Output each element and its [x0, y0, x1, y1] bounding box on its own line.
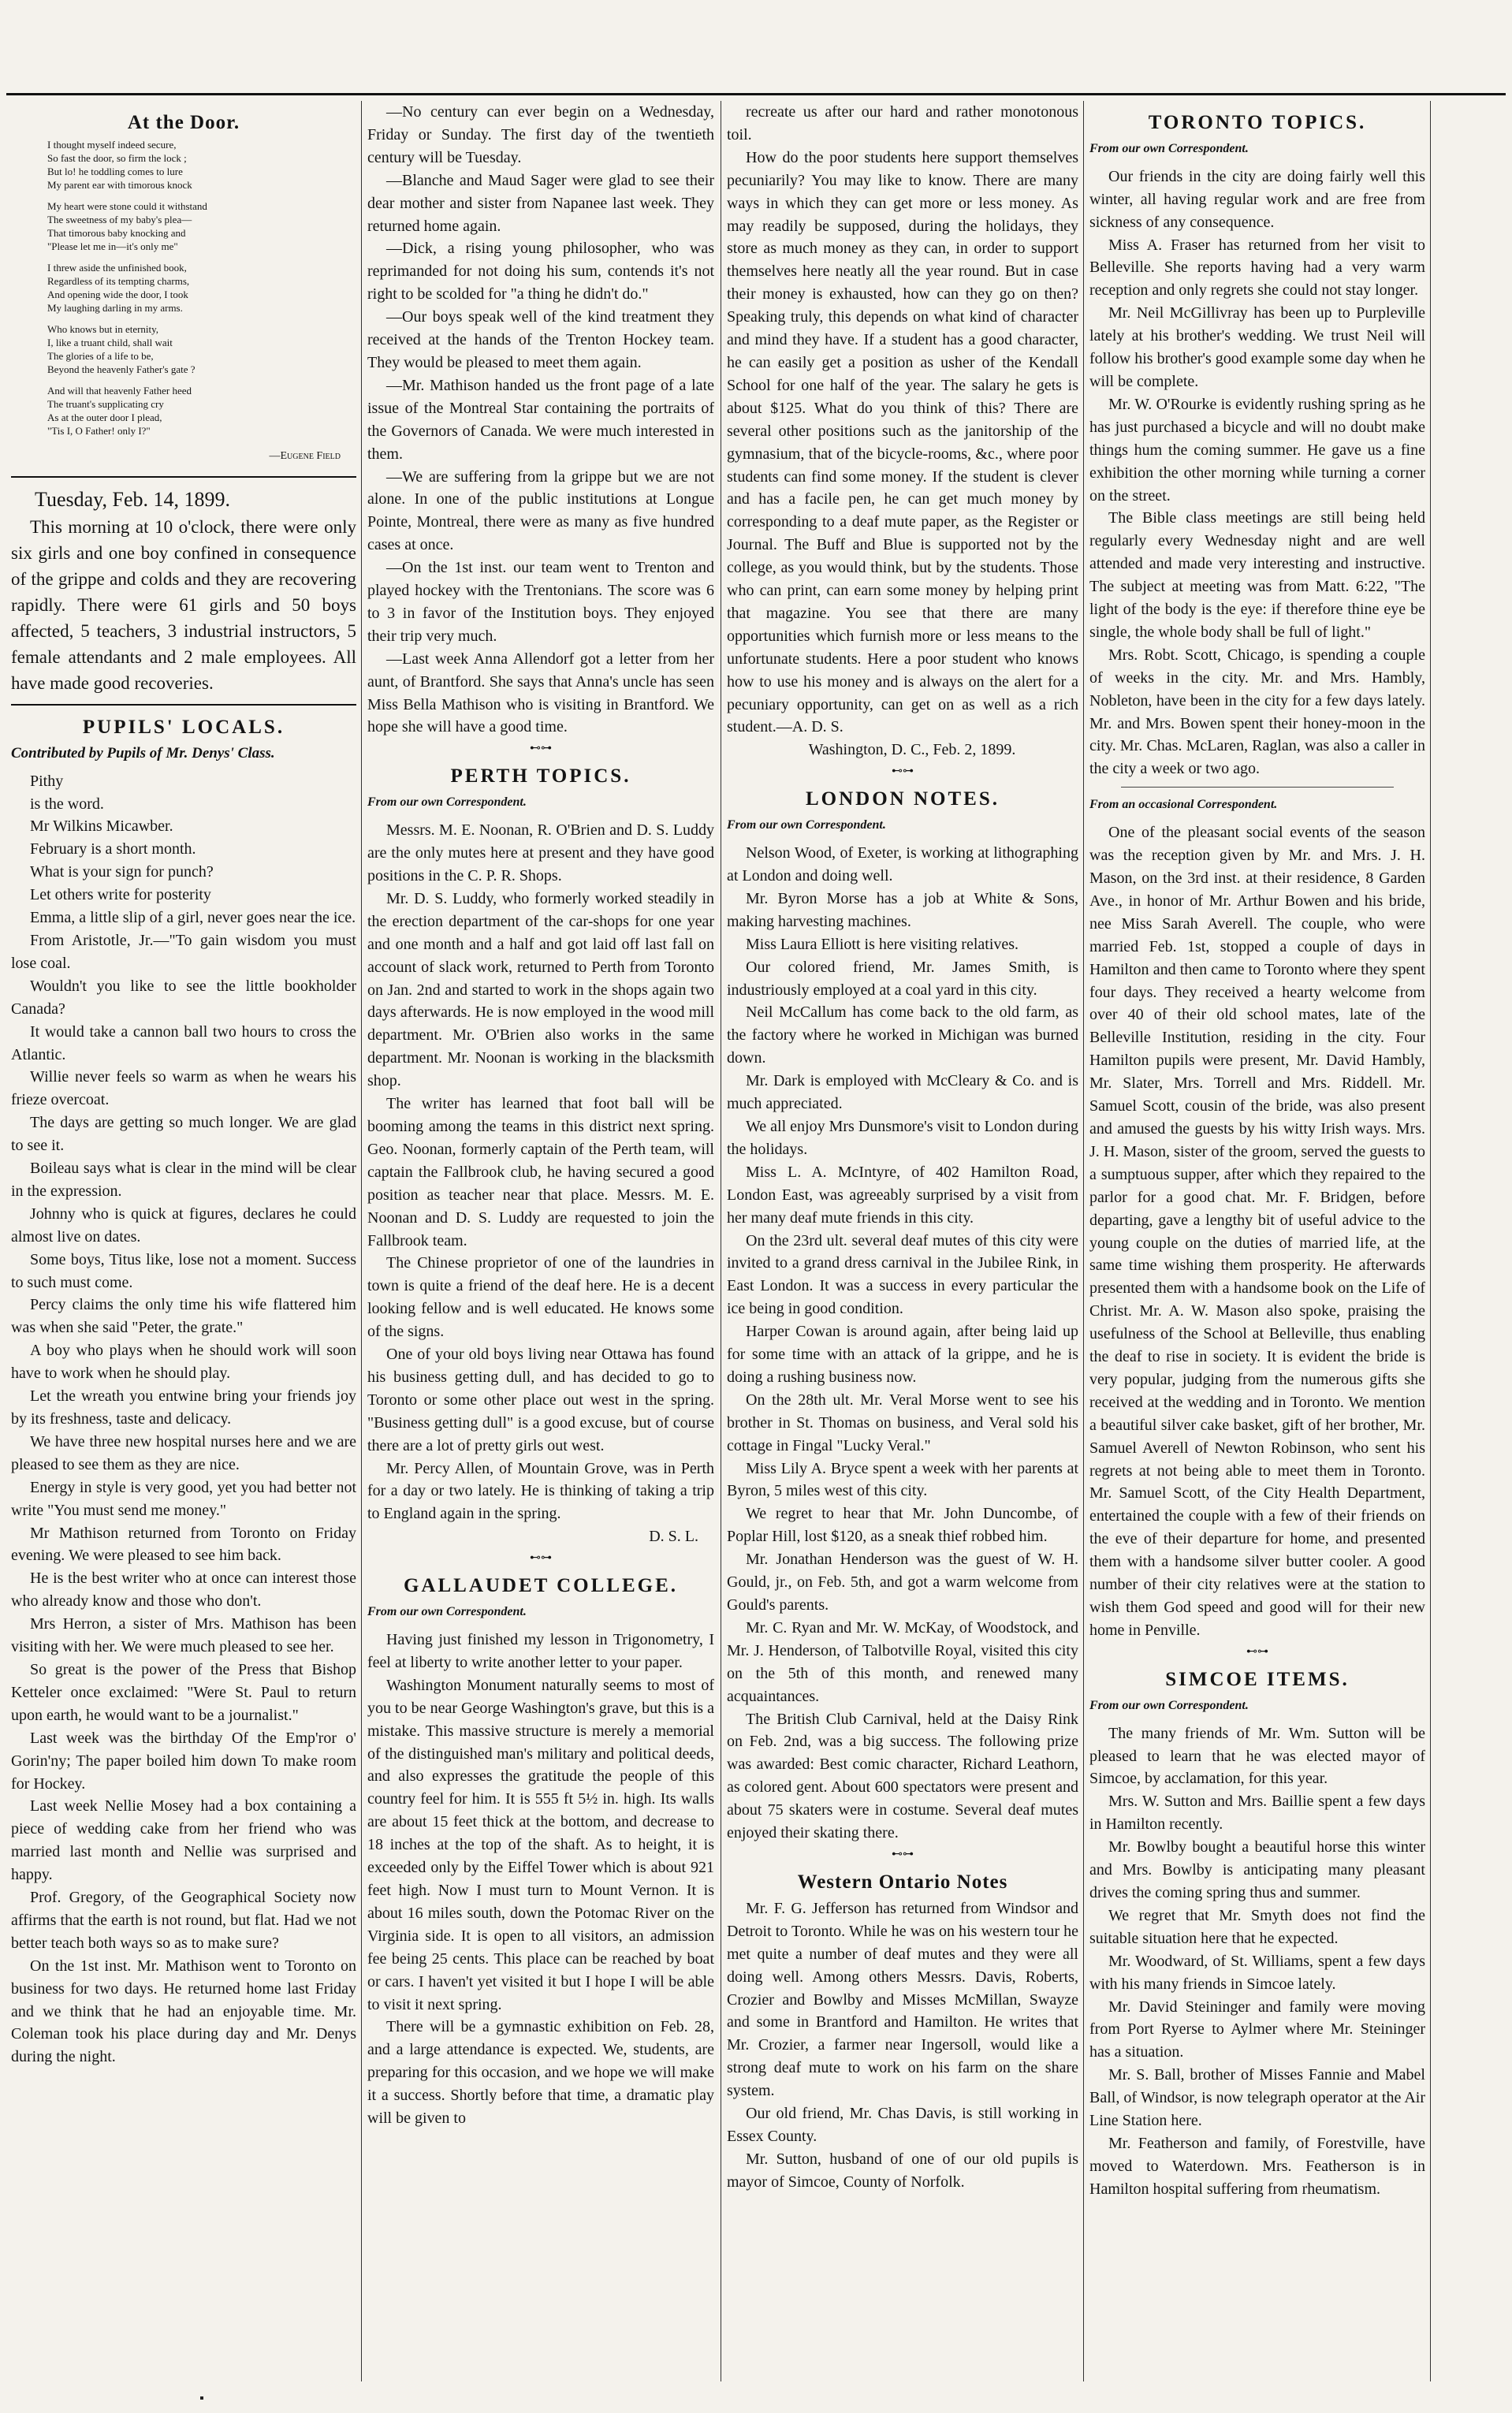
- simcoe-byline: From our own Correspondent.: [1089, 1698, 1249, 1712]
- poem-line: "Please let me in—it's only me": [47, 240, 178, 252]
- occasional-byline: From an occasional Correspondent.: [1089, 798, 1278, 812]
- poem-line: I thought myself indeed secure,: [47, 138, 177, 151]
- simcoe-paragraph: We regret that Mr. Smyth does not find the suitable situation here that he expected.: [1089, 1906, 1425, 1947]
- locals-title: PUPILS' LOCALS.: [82, 716, 285, 738]
- column-divider: [361, 101, 362, 2381]
- local-item: Willie never feels so warm as when he wears his frieze overcoat.: [11, 1068, 356, 1109]
- locals-list: [11, 770, 356, 2069]
- toronto-title: TORONTO TOPICS.: [1148, 112, 1367, 133]
- local-item: —Dick, a rising young philosopher, who was reprimanded for not doing his sum, contends it's not right to be scolded for "a thing he didn't do.": [367, 240, 714, 303]
- section-ornament: ⊷⊶: [1246, 1645, 1268, 1658]
- section-rule: [11, 704, 356, 706]
- local-item: It would take a cannon ball two hours to cross the Atlantic.: [11, 1022, 356, 1063]
- section-rule: [11, 476, 356, 478]
- poem-line: So fast the door, so firm the lock ;: [47, 151, 187, 164]
- london-paragraph: The British Club Carnival, held at the Daisy Rink on Feb. 2nd, was a big success. The following prize was awarded: Best comic character, Richard Leathorn, as colored gent. About 600 spectators were present and about 75 skaters were in costume. Several deaf mutes enjoyed their skating there.: [727, 1710, 1078, 1842]
- toronto-paragraph: Mrs. Robt. Scott, Chicago, is spending a couple of weeks in the city. Mr. and Mrs. Hambly, Nobleton, have been in the city for a few days lately. Mr. and Mrs. Bowen spent their honey-moon in the city. Mr. Chas. McLaren, Raglan, was also a caller in the city a week or two ago.: [1089, 646, 1425, 778]
- occasional-article: [1089, 821, 1425, 1642]
- column-divider: [1083, 101, 1084, 2381]
- local-item: Emma, a little slip of a girl, never goes near the ice.: [30, 909, 356, 927]
- toronto-paragraph: The Bible class meetings are still being held regularly every Wednesday night and are well attended and made very interesting and instructive. The subject at meeting was from Matt. 6:22, "The light of the body is the eye: if therefore thine eye be single, the whole body shall be full of light.": [1089, 509, 1425, 641]
- london-paragraph: Miss Laura Elliott is here visiting relatives.: [746, 935, 1019, 953]
- local-item: He is the best writer who at once can interest those who already know and those who don't.: [11, 1570, 356, 1611]
- local-item: Energy in style is very good, yet you had better not write "You must send me money.": [11, 1478, 356, 1519]
- editorial-note: This morning at 10 o'clock, there were only six girls and one boy confined in consequence of the grippe and colds and they are recovering rapidly. There were 61 girls and 50 boys affected, 5 teachers, 3 industrial instructors, 5 female attendants and 2 male employees. All have made good recoveries.: [11, 516, 356, 693]
- toronto-paragraph: Mr. W. O'Rourke is evidently rushing spring as he has just purchased a bicycle and will no doubt make things hum the coming summer. He gave us a fine exhibition the other morning while turning a corner on the street.: [1089, 395, 1425, 505]
- local-item: is the word.: [30, 795, 104, 813]
- london-paragraph: Mr. Dark is employed with McCleary & Co. and is much appreciated.: [727, 1072, 1078, 1113]
- gallaudet-paragraph: recreate us after our hard and rather monotonous toil.: [727, 103, 1078, 143]
- toronto-paragraph: Miss A. Fraser has returned from her visit to Belleville. She reports having had a very warm reception and only regrets she could not stay longer.: [1089, 236, 1425, 300]
- simcoe-paragraph: The many friends of Mr. Wm. Sutton will be pleased to learn that he was elected mayor of Simcoe, by acclamation, for this year.: [1089, 1724, 1425, 1788]
- poem-line: Who knows but in eternity,: [47, 322, 159, 335]
- local-item: What is your sign for punch?: [30, 863, 214, 881]
- local-item: February is a short month.: [30, 840, 196, 858]
- poem-line: I threw aside the unfinished book,: [47, 261, 187, 274]
- local-item: Some boys, Titus like, lose not a moment. Success to such must come.: [11, 1250, 356, 1291]
- column-1: [11, 101, 356, 2381]
- local-item: Wouldn't you like to see the little bookholder Canada?: [11, 977, 356, 1018]
- stanza-break: [47, 315, 356, 322]
- western-paragraph: Mr. F. G. Jefferson has returned from Windsor and Detroit to Toronto. While he was on his western tour he met quite a number of deaf mutes and they were all doing well. Among others Messrs. Davis, Roberts, Crozier and Bowlby and Misses McMillan, Swayze and some in Brantford and Hamilton. He writes that Mr. Crozier, a farmer near Ingersoll, would like a strong deaf mute to work on his farm on the share system.: [727, 1899, 1078, 2100]
- perth-paragraph: The Chinese proprietor of one of the laundries in town is quite a friend of the deaf here. He is a decent looking fellow and is well educated. He knows some of the signs.: [367, 1254, 714, 1341]
- gallaudet-paragraph: There will be a gymnastic exhibition on Feb. 28, and a large attendance is expected. We, students, are preparing for this occasion, and we hope we will make it a success. Shortly before that time, a dramatic play will be given to: [367, 2018, 714, 2128]
- local-item: —We are suffering from la grippe but we are not alone. In one of the public institutions at Longue Pointe, Montreal, there were as many as five hundred cases at once.: [367, 467, 714, 554]
- masthead-rule: [6, 93, 1506, 95]
- toronto-article: [1089, 166, 1425, 780]
- london-paragraph: Mr. C. Ryan and Mr. W. McKay, of Woodstock, and Mr. J. Henderson, of Talbotville Royal, visited this city on the 5th of this month, and renewed many acquaintances.: [727, 1618, 1078, 1705]
- gallaudet-title: GALLAUDET COLLEGE.: [403, 1575, 679, 1597]
- print-speck: [200, 2396, 203, 2400]
- london-paragraph: We all enjoy Mrs Dunsmore's visit to London during the holidays.: [727, 1117, 1078, 1158]
- western-paragraph: Mr. Sutton, husband of one of our old pupils is mayor of Simcoe, County of Norfolk.: [727, 2150, 1078, 2191]
- london-article: [727, 842, 1078, 1845]
- gallaudet-continued: [727, 101, 1078, 739]
- local-item: —Blanche and Maud Sager were glad to see their dear mother and sister from Napanee last week. They returned home again.: [367, 171, 714, 235]
- section-rule: [1121, 787, 1394, 788]
- local-item: Pithy: [30, 772, 64, 790]
- london-paragraph: Mr. Byron Morse has a job at White & Sons, making harvesting machines.: [727, 889, 1078, 930]
- section-ornament: ⊷⊶: [530, 1552, 552, 1565]
- local-item: So great is the power of the Press that Bishop Ketteler once exclaimed: "Were St. Paul to return upon earth, he would want to be a journalist.": [11, 1660, 356, 1724]
- local-item: Mr Mathison returned from Toronto on Friday evening. We were pleased to see him back.: [11, 1524, 356, 1565]
- local-item: Let others write for posterity: [30, 886, 211, 904]
- local-item: —Our boys speak well of the kind treatment they received at the hands of the Trenton Hockey team. They would be pleased to meet them again.: [367, 308, 714, 371]
- toronto-paragraph: Our friends in the city are doing fairly well this winter, all having regular work and are free from sickness of any consequence.: [1089, 167, 1425, 231]
- poem-line: But lo! he toddling comes to lure: [47, 165, 183, 177]
- poem-line: The glories of a life to be,: [47, 349, 154, 362]
- column-3: [727, 101, 1078, 2381]
- london-paragraph: Neil McCallum has come back to the old farm, as the factory where he worked in Michigan was burned down.: [727, 1004, 1078, 1067]
- gallaudet-paragraph: Having just finished my lesson in Trigonometry, I feel at liberty to write another letter to your paper.: [367, 1631, 714, 1671]
- london-title: LONDON NOTES.: [806, 788, 1000, 810]
- simcoe-title: SIMCOE ITEMS.: [1165, 1668, 1350, 1690]
- poem: [47, 138, 356, 438]
- local-item: The days are getting so much longer. We are glad to see it.: [11, 1114, 356, 1155]
- poem-line: And opening wide the door, I took: [47, 288, 188, 300]
- local-item: —On the 1st inst. our team went to Trenton and played hockey with the Trentonians. The score was 6 to 3 in favor of the Institution boys. They enjoyed their trip very much.: [367, 559, 714, 645]
- london-paragraph: Harper Cowan is around again, after being laid up for some time with an attack of la grippe, and he is doing a rushing business now.: [727, 1323, 1078, 1386]
- perth-article: [367, 819, 714, 1525]
- perth-paragraph: Mr. Percy Allen, of Mountain Grove, was in Perth for a day or two lately. He is thinking of taking a trip to England again in the spring.: [367, 1459, 714, 1523]
- column-divider: [1430, 101, 1431, 2381]
- poem-author: —Eugene Field: [269, 449, 341, 462]
- perth-paragraph: Mr. D. S. Luddy, who formerly worked steadily in the erection department of the car-shops for one year and one month and a half and got laid off last fall on account of slack work, returned to Perth from Toronto on Jan. 2nd and started to work in the shops again two days afterwards. He is now employed in the wood mill department. Mr. O'Brien also works in the same department. Mr. Noonan is working in the blacksmith shop.: [367, 889, 714, 1090]
- column-4: [1089, 101, 1425, 2381]
- local-item: A boy who plays when he should work will soon have to work when he should play.: [11, 1342, 356, 1383]
- poem-line: And will that heavenly Father heed: [47, 384, 192, 397]
- section-ornament: ⊷⊶: [892, 765, 914, 778]
- column-2: [367, 101, 714, 2381]
- section-ornament: ⊷⊶: [892, 1848, 914, 1860]
- local-item: Percy claims the only time his wife flattered him was when she said "Peter, the grate.": [11, 1296, 356, 1337]
- london-paragraph: Nelson Wood, of Exeter, is working at lithographing at London and doing well.: [727, 844, 1078, 884]
- london-paragraph: On the 28th ult. Mr. Veral Morse went to see his brother in St. Thomas on business, and Veral sold his cottage in Fingal "Lucky Veral.": [727, 1391, 1078, 1454]
- london-paragraph: We regret to hear that Mr. John Duncombe, of Poplar Hill, lost $120, as a sneak thief robbed him.: [727, 1505, 1078, 1546]
- poem-line: Regardless of its tempting charms,: [47, 274, 190, 287]
- london-paragraph: On the 23rd ult. several deaf mutes of this city were invited to a grand dress carnival in the Jubilee Rink, in East London. It was a success in every particular the ice being in good condition.: [727, 1231, 1078, 1318]
- poem-line: That timorous baby knocking and: [47, 226, 186, 239]
- locals-continued: [367, 101, 714, 739]
- gallaudet-paragraph: How do the poor students here support themselves pecuniarily? You may like to know. There are many ways in which they can get more or less money. As may readily be supposed, during the holidays, they store as much money as they can, in order to support themselves here neatly all the year round. But in case their money is exhausted, how can they go on then? Speaking truly, this depends on what kind of character and mind they have. If a student has a good character, he can easily get a position as usher of the Kendall School for one half of the year. The salary he gets is about $125. What do you think of this? There are several other positions such as the janitorship of the gymnasium, that of the bicycle-rooms, &c., where poor students can find some money. If the student is clever and has a facile pen, he can get much money by corresponding to a deaf mute paper, as the Register or Journal. The Buff and Blue is supported not by the college, as you would think, but by the students. Those who can print, can earn some money by helping print that magazine. You see that there are many opportunities which furnish more or less means to the unfortunate students. Here a poor student who knows how to use his money and is always on the alert for a pecuniary opportunity, can get on as well as a rich student.—A. D. S.: [727, 148, 1078, 736]
- poem-line: My parent ear with timorous knock: [47, 178, 192, 191]
- local-item: From Aristotle, Jr.—"To gain wisdom you must lose coal.: [11, 931, 356, 972]
- western-article: [727, 1897, 1078, 2194]
- local-item: We have three new hospital nurses here and we are pleased to see them as they are nice.: [11, 1432, 356, 1473]
- london-paragraph: Our colored friend, Mr. James Smith, is industriously employed at a coal yard in this city.: [727, 958, 1078, 999]
- poem-line: As at the outer door I plead,: [47, 411, 162, 423]
- occasional-paragraph: One of the pleasant social events of the season was the reception given by Mr. and Mrs. J. H. Mason, on the 3rd inst. at their residence, 8 Garden Ave., in honor of Mr. Arthur Bowen and his bride, nee Miss Sarah Averell. The couple, who were married Feb. 1st, stopped a couple of days in Hamilton and then came to Toronto where they spent four days. They received a hearty welcome from over 40 of their old school mates, late of the Belleville Institution, residing in the city. Four Hamilton pupils were present, Mr. David Hambly, Mr. Slater, Mrs. Torrell and Mrs. Riddell. Mr. Samuel Scott, cousin of the bride, was also present and amused the guests by his witty Irish ways. Mrs. J. H. Mason, sister of the groom, served the guests to a sumptuous supper, after which they repaired to the parlor for a good chat. Mr. F. Bridgen, before departing, gave a lengthy bit of useful advice to the young couple on the duties of married life, at the same time wishing them prosperity. He afterwards presented them with a handsome book on the Life of Christ. Mr. A. W. Mason also spoke, praising the usefulness of the School at Belleville, thus enabling the deaf to rise in society. It is evident the bride is very popular, judging from the numerous gifts she received at the wedding and in Toronto. We mention a beautiful silver cake basket, gift of her brother, Mr. Samuel Averell of Newton Robinson, who sent his regrets at not being able to meet them in Toronto. Mr. Samuel Scott, of the City Health Department, entertained the couple with a few of their friends on the eve of their departure for home, and presented them with a handsome silver butter cooler. A good number of their city relatives were at the station to wish them God speed and good will for their new home in Penville.: [1089, 824, 1425, 1639]
- perth-title: PERTH TOPICS.: [450, 765, 631, 788]
- poem-line: The truant's supplicating cry: [47, 397, 164, 410]
- local-item: Johnny who is quick at figures, declares he could almost live on dates.: [11, 1205, 356, 1246]
- gallaudet-byline: From our own Correspondent.: [367, 1605, 527, 1619]
- local-item: Let the wreath you entwine bring your friends joy by its freshness, taste and delicacy.: [11, 1387, 356, 1428]
- toronto-byline: From our own Correspondent.: [1089, 141, 1249, 155]
- poem-line: My laughing darling in my arms.: [47, 301, 183, 314]
- gallaudet-paragraph: Washington Monument naturally seems to most of you to be near George Washington's grave, but this is a mistake. This massive structure is merely a memorial of the distinguished man's military and political deeds, and also expresses the gratitude the people of this country feel for him. It is 555 ft 5½ in. high. Its walls are about 15 feet thick at the bottom, and decrease to 18 inches at the top of the shaft. As to height, it is exceeded only by the Eiffel Tower which is about 921 feet high. Now I must turn to Mount Vernon. It is about 16 miles south, down the Potomac River on the Virginia side. It is open to all visitors, an admission fee being 25 cents. This place can be reached by boat or cars. I haven't yet visited it but I hope I will be able to visit it next spring.: [367, 1676, 714, 2013]
- stanza-break: [47, 376, 356, 384]
- poem-line: "Tis I, O Father! only I?": [47, 424, 151, 437]
- gallaudet-article: [367, 1629, 714, 2130]
- poem-title: At the Door.: [127, 112, 240, 133]
- poem-line: My heart were stone could it withstand: [47, 199, 207, 212]
- london-paragraph: Miss Lily A. Bryce spent a week with her parents at Byron, 5 miles west of this city.: [727, 1459, 1078, 1500]
- simcoe-paragraph: Mr. David Steininger and family were moving from Port Ryerse to Aylmer where Mr. Steininger has a situation.: [1089, 1998, 1425, 2061]
- issue-date: Tuesday, Feb. 14, 1899.: [35, 487, 230, 511]
- perth-byline: From our own Correspondent.: [367, 795, 527, 810]
- london-paragraph: Mr. Jonathan Henderson was the guest of W. H. Gould, jr., on Feb. 5th, and got a warm welcome from Gould's parents.: [727, 1551, 1078, 1614]
- perth-paragraph: Messrs. M. E. Noonan, R. O'Brien and D. S. Luddy are the only mutes here at present and they have good positions in the C. P. R. Shops.: [367, 821, 714, 884]
- toronto-paragraph: Mr. Neil McGillivray has been up to Purpleville lately at his brother's wedding. We trust Neil will follow his brother's good example some day when he will be complete.: [1089, 304, 1425, 390]
- poem-line: I, like a truant child, shall wait: [47, 336, 173, 348]
- gallaudet-dateline: Washington, D. C., Feb. 2, 1899.: [808, 741, 1016, 759]
- london-byline: From our own Correspondent.: [727, 818, 886, 832]
- local-item: —No century can ever begin on a Wednesday, Friday or Sunday. The first day of the twentieth century will be Tuesday.: [367, 103, 714, 166]
- local-item: Last week was the birthday Of the Emp'ror o' Gorin'ny; The paper boiled him down To make room for Hockey.: [11, 1729, 356, 1793]
- simcoe-paragraph: Mr. Woodward, of St. Williams, spent a few days with his many friends in Simcoe lately.: [1089, 1952, 1425, 1993]
- local-item: —Last week Anna Allendorf got a letter from her aunt, of Brantford. She says that Anna's uncle has seen Miss Bella Mathison who is visiting in Brantford. We hope she will have a good time.: [367, 650, 714, 736]
- stanza-break: [47, 253, 356, 261]
- local-item: Mr Wilkins Micawber.: [30, 817, 173, 836]
- locals-byline: Contributed by Pupils of Mr. Denys' Class.: [11, 744, 275, 762]
- local-item: Prof. Gregory, of the Geographical Society now affirms that the earth is not round, but flat. Had we not better teach both ways so as to make sure?: [11, 1889, 356, 1952]
- local-item: On the 1st inst. Mr. Mathison went to Toronto on business for two days. He returned home last Friday and we think that he had an enjoyable time. Mr. Coleman took his place during day and Mr. Denys during the night.: [11, 1957, 356, 2066]
- local-item: Boileau says what is clear in the mind will be clear in the expression.: [11, 1160, 356, 1200]
- local-item: —Mr. Mathison handed us the front page of a late issue of the Montreal Star containing the portraits of the Governors of Canada. We were much interested in them.: [367, 376, 714, 463]
- simcoe-paragraph: Mr. Bowlby bought a beautiful horse this winter and Mrs. Bowlby is anticipating many pleasant drives the coming spring thus and summer.: [1089, 1838, 1425, 1901]
- western-paragraph: Our old friend, Mr. Chas Davis, is still working in Essex County.: [727, 2105, 1078, 2145]
- western-title: Western Ontario Notes: [797, 1871, 1008, 1893]
- local-item: Mrs Herron, a sister of Mrs. Mathison has been visiting with her. We were much pleased to see her.: [11, 1615, 356, 1656]
- local-item: Last week Nellie Mosey had a box containing a piece of wedding cake from her friend who was married last month and Nellie was surprised and happy.: [11, 1797, 356, 1884]
- simcoe-paragraph: Mr. Featherson and family, of Forestville, have moved to Waterdown. Mrs. Featherson is in Hamilton hospital suffering from rheumatism.: [1089, 2134, 1425, 2198]
- perth-signature: D. S. L.: [649, 1528, 698, 1546]
- section-ornament: ⊷⊶: [530, 743, 552, 755]
- stanza-break: [47, 192, 356, 199]
- perth-paragraph: The writer has learned that foot ball will be booming among the teams in this district next spring. Geo. Noonan, formerly captain of the Perth team, will captain the Fallbrook club, he having secured a good position as teacher near that place. Messrs. M. E. Noonan and D. S. Luddy are requested to join the Fallbrook team.: [367, 1095, 714, 1249]
- simcoe-paragraph: Mrs. W. Sutton and Mrs. Baillie spent a few days in Hamilton recently.: [1089, 1793, 1425, 1834]
- london-paragraph: Miss L. A. McIntyre, of 402 Hamilton Road, London East, was agreeably surprised by a visit from her many deaf mute friends in this city.: [727, 1163, 1078, 1227]
- simcoe-article: [1089, 1722, 1425, 2201]
- simcoe-paragraph: Mr. S. Ball, brother of Misses Fannie and Mabel Ball, of Windsor, is now telegraph operator at the Air Line Station here.: [1089, 2066, 1425, 2130]
- perth-paragraph: One of your old boys living near Ottawa has found his business getting dull, and has decided to go to Toronto or some other place out west in the spring. "Business getting dull" is a good excuse, but of course there are a lot of pretty girls out west.: [367, 1346, 714, 1454]
- poem-line: Beyond the heavenly Father's gate ?: [47, 363, 196, 375]
- poem-line: The sweetness of my baby's plea—: [47, 213, 192, 225]
